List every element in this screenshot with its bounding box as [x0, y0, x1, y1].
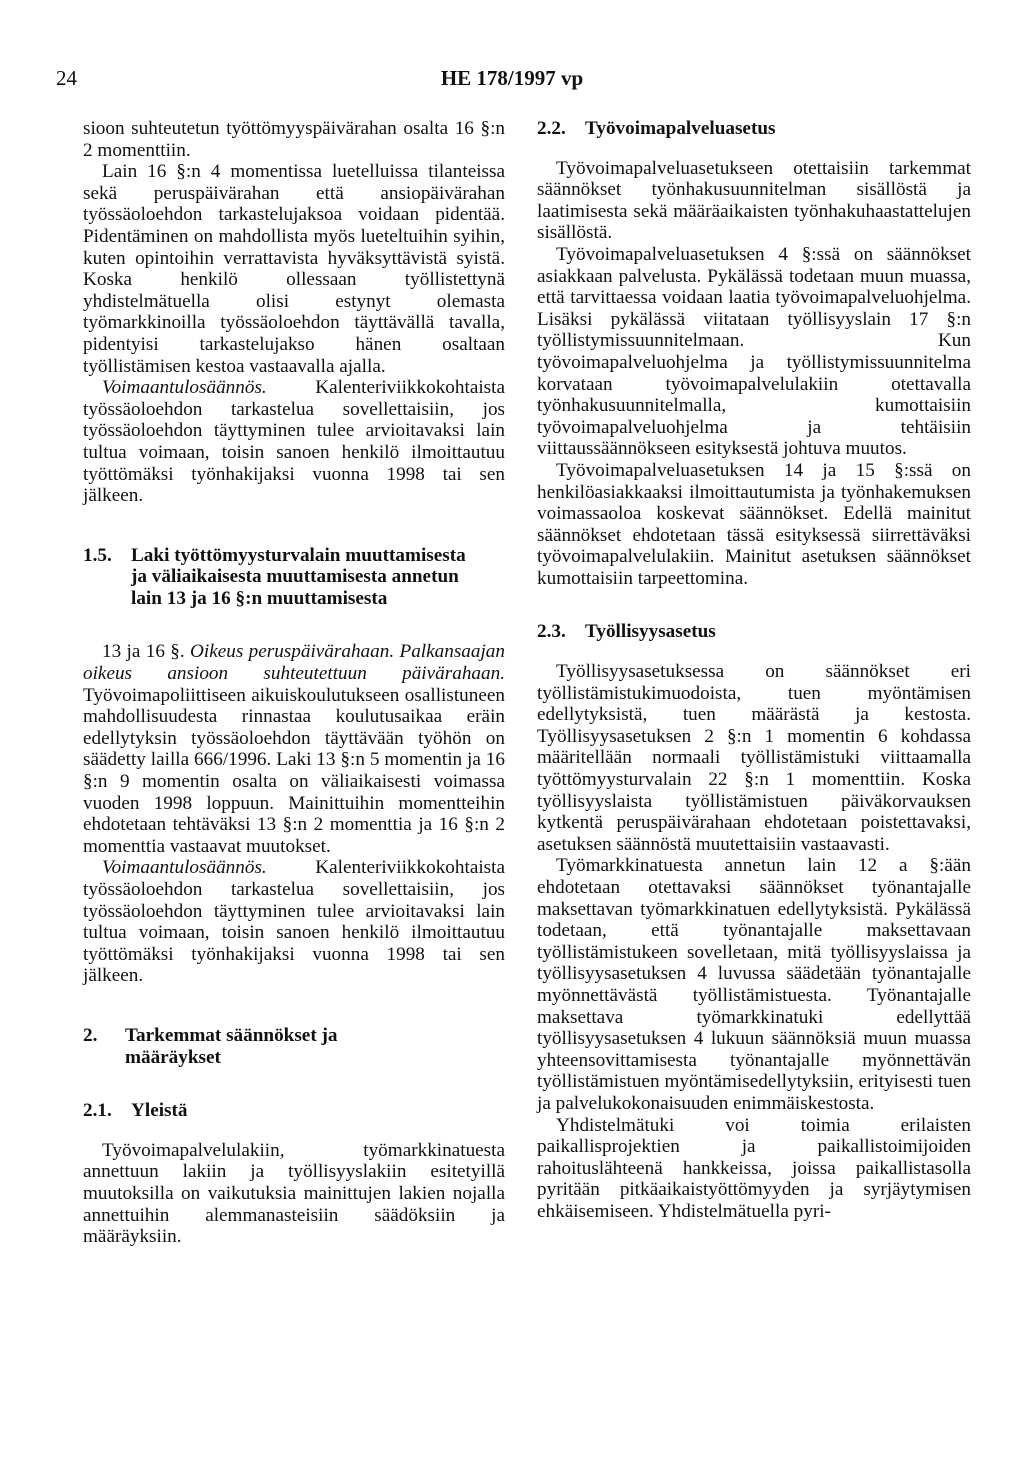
right-column: [537, 118, 971, 1223]
paragraph-text: Kalenteriviikkokohtaista työssäoloehdon tarkastelua sovellettaisiin, jos työssäoloehdon täyttyminen tulee arvioitavaksi lain tultua voimaan, toisin sanoen henkilö ilmoittautuu työttömäksi työnhakijaksi vuonna 1998 tai sen jälkeen.: [83, 857, 505, 987]
section-title: Työllisyysasetus: [585, 621, 716, 643]
page-number: 24: [56, 66, 77, 90]
section-number: 1.5.: [83, 544, 112, 566]
section-heading-2-3: [537, 621, 971, 643]
document-title: HE 178/1997 vp: [440, 66, 584, 90]
paragraph: Työmarkkinatuesta annetun lain 12 a §:ään ehdotetaan otettavaksi säännökset työnantajalle maksettavan työmarkkinatuen edellytyksistä. Pykälässä todetaan, että työnantajalle maksettavaan työllistämistukeen sovelletaan, mitä työllisyyslaissa ja työllisyysasetuksen 4 luvussa säädetään työnantajalle myönnettävästä työllistämistuesta. Työnantajalle maksettava työmarkkinatuki edellyttää työllisyysasetuksen 4 lukuun säännöksiä muun muassa yhteensovittamisesta työnantajalle myönnettävän työllistämistuen myöntämisedellytyksiin, erityisesti tuen ja palvelukokonaisuuden enimmäiskestosta.: [537, 855, 971, 1114]
left-column: [83, 118, 505, 1248]
paragraph-text: Kalenteriviikkokohtaista työssäoloehdon tarkastelua sovellettaisiin, jos työssäoloehdon täyttyminen tulee arvioitavaksi lain tultua voimaan, toisin sanoen henkilö ilmoittautuu työttömäksi työnhakijaksi vuonna 1998 tai sen jälkeen.: [83, 377, 505, 507]
paragraph: Lain 16 §:n 4 momentissa luetelluissa tilanteissa sekä peruspäivärahan että ansiopäivärahan työssäoloehdon tarkastelujaksoa voidaan pidentää. Pidentäminen on mahdollista myös lueteltuihin syihin, kuten opintoihin verrattavista hyväksyttävistä syistä. Koska henkilö ollessaan työllistettynä yhdistelmätuella olisi estynyt olemasta työmarkkinoilla työssäoloehdon täyttävällä tavalla, pidentyisi tarkastelujakso hänen osaltaan työllistämisen kestoa vastaavalla ajalla.: [83, 161, 505, 377]
italic-label: Voimaantulosäännös.: [102, 377, 267, 399]
paragraph: Työvoimapalveluasetuksen 14 ja 15 §:ssä on henkilöasiakkaaksi ilmoittautumista ja työnhakemuksen voimassaoloa koskevat säännökset. Edellä mainitut säännökset ehdotetaan tässä esityksessä siirrettäväksi työvoimapalvelulakiin. Mainitut asetuksen säännökset kumottaisiin tarpeettomina.: [537, 459, 971, 589]
paragraph-text: Työvoimapoliittiseen aikuiskoulutukseen osallistuneen mahdollisuudesta rinnastaa koulutusaikaa eräin edellytyksin työssäoloehdon täyttävään työhön on säädetty lailla 666/1996. Laki 13 §:n 5 momentin ja 16 §:n 9 momentin osalta on väliaikaisesti voimassa vuoden 1998 loppuun. Mainittuihin momentteihin ehdotetaan tehtäväksi 13 §:n 2 momenttia ja 16 §:n 2 momenttia vastaavat muutokset.: [83, 684, 505, 857]
section-title: Tarkemmat säännökset ja määräykset: [125, 1024, 338, 1068]
italic-label: Oikeus peruspäivärahaan. Palkansaajan oikeus ansioon suhteutettuun päivärahaan.: [83, 641, 505, 685]
italic-label: Voimaantulosäännös.: [102, 857, 267, 879]
paragraph: sioon suhteutetun työttömyyspäivärahan osalta 16 §:n 2 momenttiin.: [83, 118, 505, 161]
paragraph: Yhdistelmätuki voi toimia erilaisten paikallisprojektien ja paikallistoimijoiden rahoituslähteenä hankkeissa, joissa paikallistasolla pyritään pitkäaikaistyöttömyyden ja syrjäytymisen ehkäisemiseen. Yhdistelmätuella pyri-: [537, 1114, 971, 1222]
section-number: 2.: [83, 1024, 98, 1046]
section-heading-2-1: [83, 1100, 505, 1122]
paragraph: [83, 377, 505, 507]
section-number: 2.3.: [537, 621, 566, 643]
paragraph: Työvoimapalveluasetukseen otettaisiin tarkemmat säännökset työnhakusuunnitelman sisällöstä ja laatimisesta sekä määräaikaisten työnhakuhaastattelujen sisällöstä.: [537, 157, 971, 244]
section-number: 2.1.: [83, 1100, 112, 1122]
paragraph: [83, 857, 505, 987]
paragraph: Työvoimapalveluasetuksen 4 §:ssä on säännökset asiakkaan palvelusta. Pykälässä todetaan muun muassa, että tarvittaessa voidaan laatia työvoimapalveluohjelma. Lisäksi pykälässä viitataan työllisyyslain 17 §:n työllistymissuunnitelmaan. Kun työvoimapalveluohjelma ja työllistymissuunnitelma korvataan työvoimapalvelulakiin otettavalla työnhakusuunnitelmalla, kumottaisiin työvoimapalveluohjelma ja tehtäisiin viittaussäännökseen esityksestä johtuva muutos.: [537, 243, 971, 460]
section-reference: 13 ja 16 §.: [102, 641, 190, 663]
section-heading-2-2: [537, 118, 971, 140]
paragraph: Työvoimapalvelulakiin, työmarkkinatuesta annettuun lakiin ja työllisyyslakiin esitetyillä muutoksilla on vaikutuksia mainittujen lakien nojalla annettuihin alemmanasteisiin säädöksiin ja määräyksiin.: [83, 1139, 505, 1248]
section-heading-1-5: [83, 545, 505, 610]
paragraph: [83, 641, 505, 857]
paragraph: Työllisyysasetuksessa on säännökset eri työllistämistukimuodoista, tuen myöntämisen edellytyksistä, tuen määrästä ja kestosta. Työllisyysasetuksen 2 §:n 1 momentin 6 kohdassa määritellään normaali työllistämistuki viittaamalla työttömyysturvalain 22 §:n 1 momenttiin. Koska työllisyyslaista työllistämistuen päiväkorvauksen kytkentä peruspäivärahaan ehdotetaan poistettavaksi, asetuksen säännöstä muutettaisiin vastaavasti.: [537, 661, 971, 855]
section-title: Yleistä: [131, 1100, 188, 1122]
section-number: 2.2.: [537, 118, 566, 139]
section-title: Laki työttömyysturvalain muuttamisesta ja väliaikaisesta muuttamisesta annetun lain 13 ja 16 §:n muuttamisesta: [131, 544, 466, 609]
section-heading-2: [83, 1025, 505, 1068]
section-title: Työvoimapalveluasetus: [585, 118, 776, 139]
